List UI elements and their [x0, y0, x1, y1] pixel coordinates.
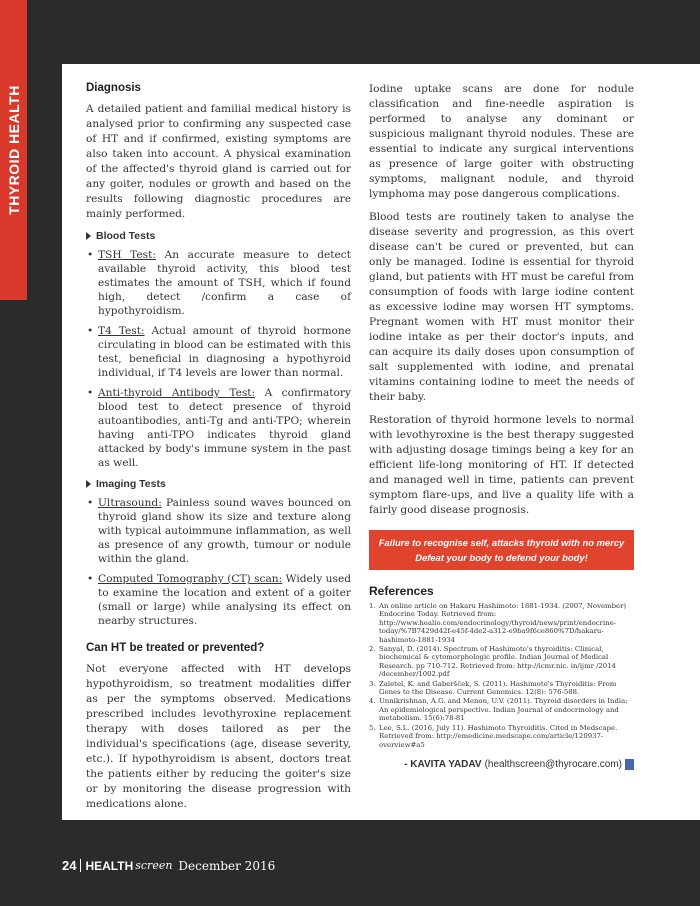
left-column	[86, 80, 351, 820]
page-number: 24	[62, 858, 77, 873]
right-column	[369, 82, 634, 770]
issue-date: December 2016	[178, 858, 276, 873]
test-term: Anti-thyroid Antibody Test:	[98, 387, 256, 399]
magazine-brand-italic: screen	[135, 859, 173, 872]
reference-item	[369, 724, 634, 749]
reference-text: Sanyal, D. (2014). Spectrum of Hashimoto's thyroiditis: Clinical, biochemical & cytomorphologic profile. Indian Journal of Medical Research. pp 710-712. Retrieved from: http://icmr.nic. in/ijmr /2014 /december/1002.pdf	[379, 645, 616, 679]
magazine-brand: HEALTH	[85, 858, 134, 873]
reference-item	[369, 645, 634, 679]
reference-number: 2.	[369, 645, 376, 654]
article-page	[62, 64, 700, 820]
triangle-bullet-icon	[86, 232, 91, 240]
blood-tests-list	[86, 248, 351, 470]
author-credit	[369, 759, 634, 770]
reference-item	[369, 602, 634, 644]
test-description: Painless sound waves bounced on thyroid gland show its size and texture along with typical autoimmune inflammation, as well as presence of any growth, tumour or nodule within the gland.	[98, 497, 351, 565]
diagnosis-heading: Diagnosis	[86, 82, 141, 94]
reference-text: Zaletel, K. and Gaberšček, S. (2011). Hashimoto's Thyroiditis: From Genes to the Disease. Current Genomics. 12(8): 576-588.	[379, 679, 617, 697]
footer-divider	[80, 859, 81, 872]
list-item	[86, 386, 351, 470]
reference-item	[369, 697, 634, 722]
test-description: An accurate measure to detect available thyroid activity, this blood test estimates the amount of TSH, which if found high, detect /confirm a case of hypothyroidism.	[98, 249, 351, 317]
blood-test-paragraph: Blood tests are routinely taken to analyse the disease severity and progression, as this overt disease can't be cured or prevented, but can only be managed. Iodine is essential for thyroid gland, but patients with HT must be careful from consumption of foods with large iodine content as excessive iodine may worsen HT symptoms. Pregnant women with HT must monitor their iodine intake as per their doctor's inputs, and can acquire its daily doses upon consumption of salt supplemented with iodine, and prenatal vitamins containing iodine to meet the needs of their baby.	[369, 211, 634, 403]
list-item	[86, 324, 351, 380]
reference-number: 5.	[369, 723, 376, 732]
section-tab-label: THYROID HEALTH	[5, 85, 22, 215]
test-term: TSH Test:	[98, 249, 156, 261]
quote-banner	[369, 530, 634, 570]
iodine-scan-paragraph: Iodine uptake scans are done for nodule classification and fine-needle aspiration is performed to analyse any dominant or suspicious malignant thyroid nodules. These are essential to indicate any surgical interventions as presence of large goiter with obstructing symptoms, malignant nodule, and thyroid lymphoma may pose dangerous complications.	[369, 83, 634, 200]
imaging-tests-label: Imaging Tests	[96, 478, 166, 490]
imaging-tests-subheading	[86, 478, 351, 490]
references-heading: References	[369, 584, 434, 598]
treatment-heading: Can HT be treated or prevented?	[86, 642, 265, 654]
blood-tests-label: Blood Tests	[96, 230, 156, 242]
author-email[interactable]: (healthscreen@thyrocare.com)	[484, 758, 622, 770]
test-description: A confirmatory blood test to detect presence of thyroid autoantibodies, anti-Tg and anti-TPO; wherein having anti-TPO indicates thyroid gland attacked by body's immune system in the past as well.	[98, 387, 351, 469]
qr-code-icon	[625, 759, 634, 770]
reference-number: 1.	[369, 602, 376, 610]
reference-item	[369, 680, 634, 697]
banner-line-1: Failure to recognise self, attacks thyroid with no mercy	[378, 537, 625, 548]
page-footer	[62, 858, 275, 873]
reference-text: An online article on Hakaru Hashimoto: 1881-1934. (2007, November) Endocrine Today. Retrieved from: http://www.healio.com/endocrinology/thyroid/news/print/endocrine-today/%7B7429d42f-e45f-4de2-a312-e9ba9f6ce860%7D/hakaru-hashimoto-1881-1934	[379, 602, 627, 644]
references-list	[369, 602, 634, 749]
list-item	[86, 572, 351, 628]
triangle-bullet-icon	[86, 480, 91, 488]
test-description: Actual amount of thyroid hormone circulating in blood can be estimated with this test, beneficial in diagnosing a hypothyroid individual, if T4 levels are lower than normal.	[98, 325, 351, 379]
test-term: Ultrasound:	[98, 497, 162, 509]
test-term: Computed Tomography (CT) scan:	[98, 573, 283, 585]
blood-tests-subheading	[86, 230, 351, 242]
imaging-tests-list	[86, 496, 351, 628]
list-item	[86, 248, 351, 318]
reference-number: 4.	[369, 697, 376, 706]
list-item	[86, 496, 351, 566]
reference-text: Unnikrishnan, A.G. and Menon, U.V. (2011). Thyroid disorders in India: An epidemiological perspective. Indian Journal of endocrinology and metabolism. 15(6):78-81	[379, 697, 628, 723]
test-term: T4 Test:	[98, 325, 145, 337]
diagnosis-paragraph: A detailed patient and familial medical history is analysed prior to confirming any suspected case of HT and if confirmed, existing symptoms are also taken into account. A physical examination of the affected's thyroid gland is carried out for any goiter, nodules or growth and based on the results following diagnostic procedures are mainly performed.	[86, 103, 351, 220]
restoration-paragraph: Restoration of thyroid hormone levels to normal with levothyroxine is the best therapy suggested with adjusting dosage timings being a key for an efficient life-long monitoring of HT. If detected and managed well in time, patients can prevent symptom flare-ups, and live a quality life with a fairly good disease prognosis.	[369, 414, 634, 516]
reference-number: 3.	[369, 679, 376, 688]
section-tab	[0, 0, 27, 300]
reference-text: Lee, S.L. (2016, July 11). Hashimoto Thyroiditis. Cited in Medscape. Retrieved from: http://emedicine.medscape.com/article/120937-overview#a5	[379, 723, 618, 749]
treatment-paragraph: Not everyone affected with HT develops hypothyroidism, so treatment modalities differ as per the symptoms observed. Medications prescribed includes levothyroxine replacement therapy with doses tailored as per the individual's specifications (age, disease severity, etc.). If hypothyroidism is absent, doctors treat the patients either by reducing the goiter's size or by monitoring the disease progression with medications alone.	[86, 663, 351, 810]
banner-line-2: Defeat your body to defend your body!	[415, 552, 588, 563]
test-description: Widely used to examine the location and extent of a goiter (small or large) while analysing its effect on nearby structures.	[98, 573, 351, 627]
author-name: - KAVITA YADAV	[404, 758, 482, 770]
